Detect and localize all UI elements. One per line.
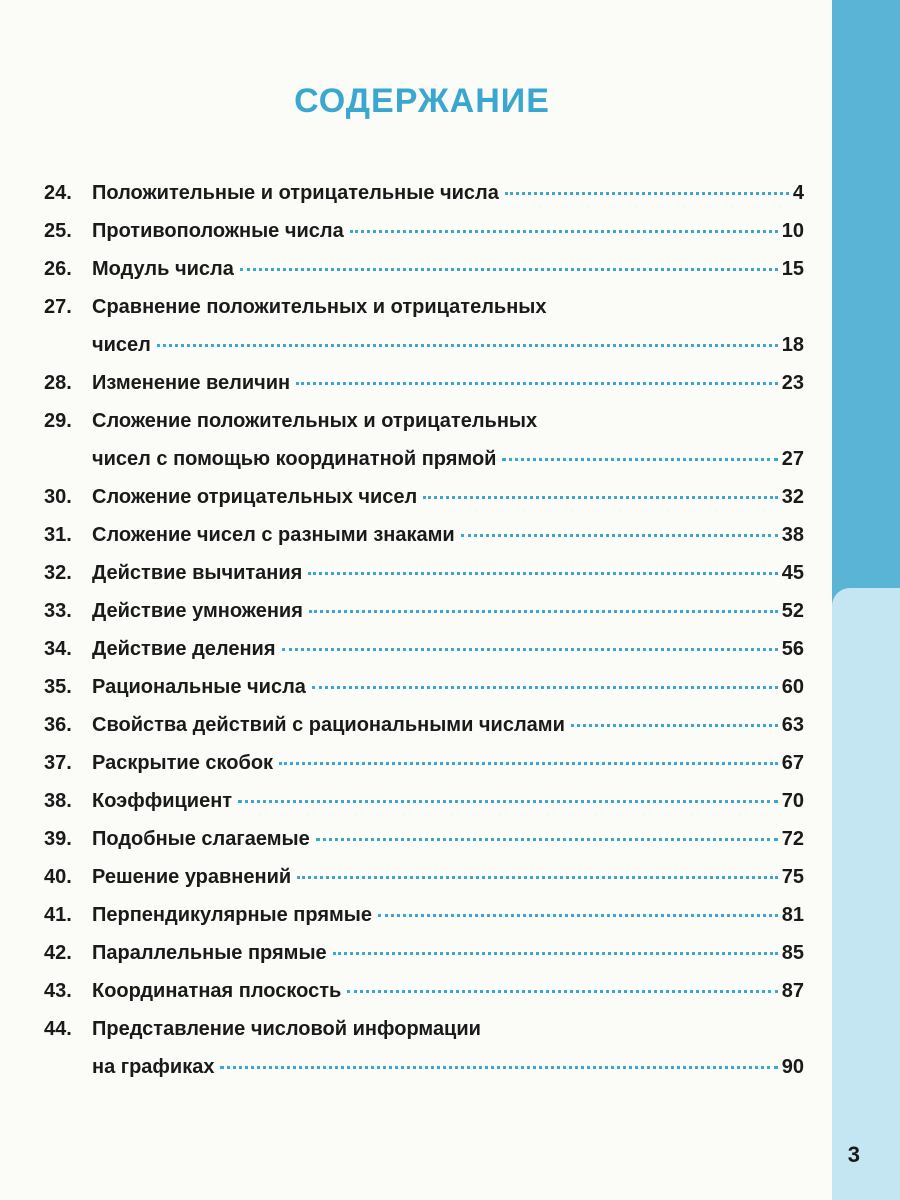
toc-dot-leader (461, 534, 778, 537)
toc-entry-number: 41. (44, 904, 72, 926)
toc-entry-number: 42. (44, 942, 72, 964)
toc-entry-page: 56 (781, 638, 804, 660)
toc-entry-page: 15 (781, 258, 804, 280)
toc-dot-leader (505, 192, 789, 195)
toc-entry[interactable] (44, 896, 804, 934)
toc-entry[interactable] (44, 934, 804, 972)
table-of-contents (44, 174, 804, 1086)
toc-dot-leader (571, 724, 778, 727)
toc-entry-title: Представление числовой информации (92, 1018, 481, 1040)
toc-entry-page: 23 (781, 372, 804, 394)
page-title: СОДЕРЖАНИЕ (294, 82, 550, 120)
toc-entry[interactable] (44, 402, 804, 478)
toc-entry-page: 67 (781, 752, 804, 774)
toc-entry-title: Свойства действий с рациональными числами (92, 714, 565, 736)
toc-entry-number: 31. (44, 524, 72, 546)
toc-dot-leader (309, 610, 778, 613)
toc-dot-leader (378, 914, 778, 917)
toc-entry[interactable] (44, 478, 804, 516)
toc-entry-number: 28. (44, 372, 72, 394)
toc-entry-title: Изменение величин (92, 372, 291, 394)
toc-entry-page: 63 (781, 714, 804, 736)
toc-entry-title: Раскрытие скобок (92, 752, 274, 774)
toc-entry[interactable] (44, 364, 804, 402)
toc-entry-page: 38 (781, 524, 804, 546)
toc-entry[interactable] (44, 288, 804, 364)
toc-entry[interactable] (44, 858, 804, 896)
toc-entry-number: 40. (44, 866, 72, 888)
toc-entry[interactable] (44, 820, 804, 858)
toc-entry[interactable] (44, 744, 804, 782)
toc-entry-page: 72 (781, 828, 804, 850)
toc-entry-title: Положительные и отрицательные числа (92, 182, 499, 204)
toc-entry-page: 18 (781, 334, 804, 356)
toc-entry-title: Сложение чисел с разными знаками (92, 524, 455, 546)
edge-section-tab (832, 588, 900, 1200)
toc-entry[interactable] (44, 782, 804, 820)
toc-entry-page: 45 (781, 562, 804, 584)
toc-entry-title: Перпендикулярные прямые (92, 904, 372, 926)
toc-dot-leader (312, 686, 778, 689)
toc-entry-number: 32. (44, 562, 72, 584)
toc-entry[interactable] (44, 592, 804, 630)
toc-entry-title: Сложение положительных и отрицательных (92, 410, 538, 432)
toc-entry-title: Координатная плоскость (92, 980, 342, 1002)
toc-dot-leader (240, 268, 778, 271)
toc-entry-number: 35. (44, 676, 72, 698)
toc-entry-number: 27. (44, 296, 72, 318)
toc-entry-number: 36. (44, 714, 72, 736)
toc-entry[interactable] (44, 1010, 804, 1086)
toc-entry-number: 29. (44, 410, 72, 432)
toc-dot-leader (282, 648, 778, 651)
toc-entry[interactable] (44, 516, 804, 554)
toc-entry-title: чисел с помощью координатной прямой (92, 448, 497, 470)
toc-entry-page: 75 (781, 866, 804, 888)
toc-entry-title: Подобные слагаемые (92, 828, 310, 850)
toc-entry-title: Действие деления (92, 638, 276, 660)
toc-entry-page: 60 (781, 676, 804, 698)
toc-dot-leader (296, 382, 778, 385)
toc-entry[interactable] (44, 706, 804, 744)
toc-entry-number: 33. (44, 600, 72, 622)
toc-entry-page: 87 (781, 980, 804, 1002)
toc-entry-page: 70 (781, 790, 804, 812)
toc-entry-number: 25. (44, 220, 72, 242)
toc-entry-page: 32 (781, 486, 804, 508)
toc-entry-number: 38. (44, 790, 72, 812)
toc-entry-number: 34. (44, 638, 72, 660)
toc-entry-title: Коэффициент (92, 790, 233, 812)
toc-entry-title: Сравнение положительных и отрицательных (92, 296, 547, 318)
toc-dot-leader (238, 800, 778, 803)
toc-entry-number: 39. (44, 828, 72, 850)
toc-entry-title: Решение уравнений (92, 866, 292, 888)
toc-entry-page: 10 (781, 220, 804, 242)
toc-entry-page: 90 (781, 1056, 804, 1078)
toc-dot-leader (308, 572, 777, 575)
toc-entry-number: 44. (44, 1018, 72, 1040)
toc-entry-title: Действие умножения (92, 600, 303, 622)
toc-entry-page: 81 (781, 904, 804, 926)
toc-entry-page: 4 (792, 182, 804, 204)
toc-dot-leader (423, 496, 778, 499)
toc-entry-page: 85 (781, 942, 804, 964)
toc-dot-leader (297, 876, 778, 879)
toc-entry-title: Сложение отрицательных чисел (92, 486, 418, 508)
toc-entry[interactable] (44, 250, 804, 288)
toc-entry-page: 27 (781, 448, 804, 470)
page-number: 3 (847, 1142, 860, 1167)
toc-entry[interactable] (44, 972, 804, 1010)
toc-entry-title: Действие вычитания (92, 562, 303, 584)
toc-dot-leader (279, 762, 778, 765)
toc-entry-title: Модуль числа (92, 258, 234, 280)
toc-dot-leader (502, 458, 777, 461)
toc-dot-leader (347, 990, 777, 993)
toc-dot-leader (220, 1066, 777, 1069)
toc-entry-number: 26. (44, 258, 72, 280)
toc-entry-title: на графиках (92, 1056, 215, 1078)
toc-entry-title: Рациональные числа (92, 676, 306, 698)
toc-entry-number: 24. (44, 182, 72, 204)
toc-dot-leader (157, 344, 778, 347)
toc-entry-title: Параллельные прямые (92, 942, 327, 964)
toc-dot-leader (350, 230, 778, 233)
toc-entry-number: 43. (44, 980, 72, 1002)
toc-entry-page: 52 (781, 600, 804, 622)
toc-entry-title: чисел (92, 334, 151, 356)
toc-entry[interactable] (44, 174, 804, 212)
toc-dot-leader (333, 952, 778, 955)
toc-entry[interactable] (44, 630, 804, 668)
toc-entry[interactable] (44, 668, 804, 706)
toc-entry-number: 30. (44, 486, 72, 508)
toc-dot-leader (316, 838, 778, 841)
toc-entry[interactable] (44, 212, 804, 250)
toc-entry-number: 37. (44, 752, 72, 774)
toc-entry[interactable] (44, 554, 804, 592)
toc-entry-title: Противоположные числа (92, 220, 344, 242)
